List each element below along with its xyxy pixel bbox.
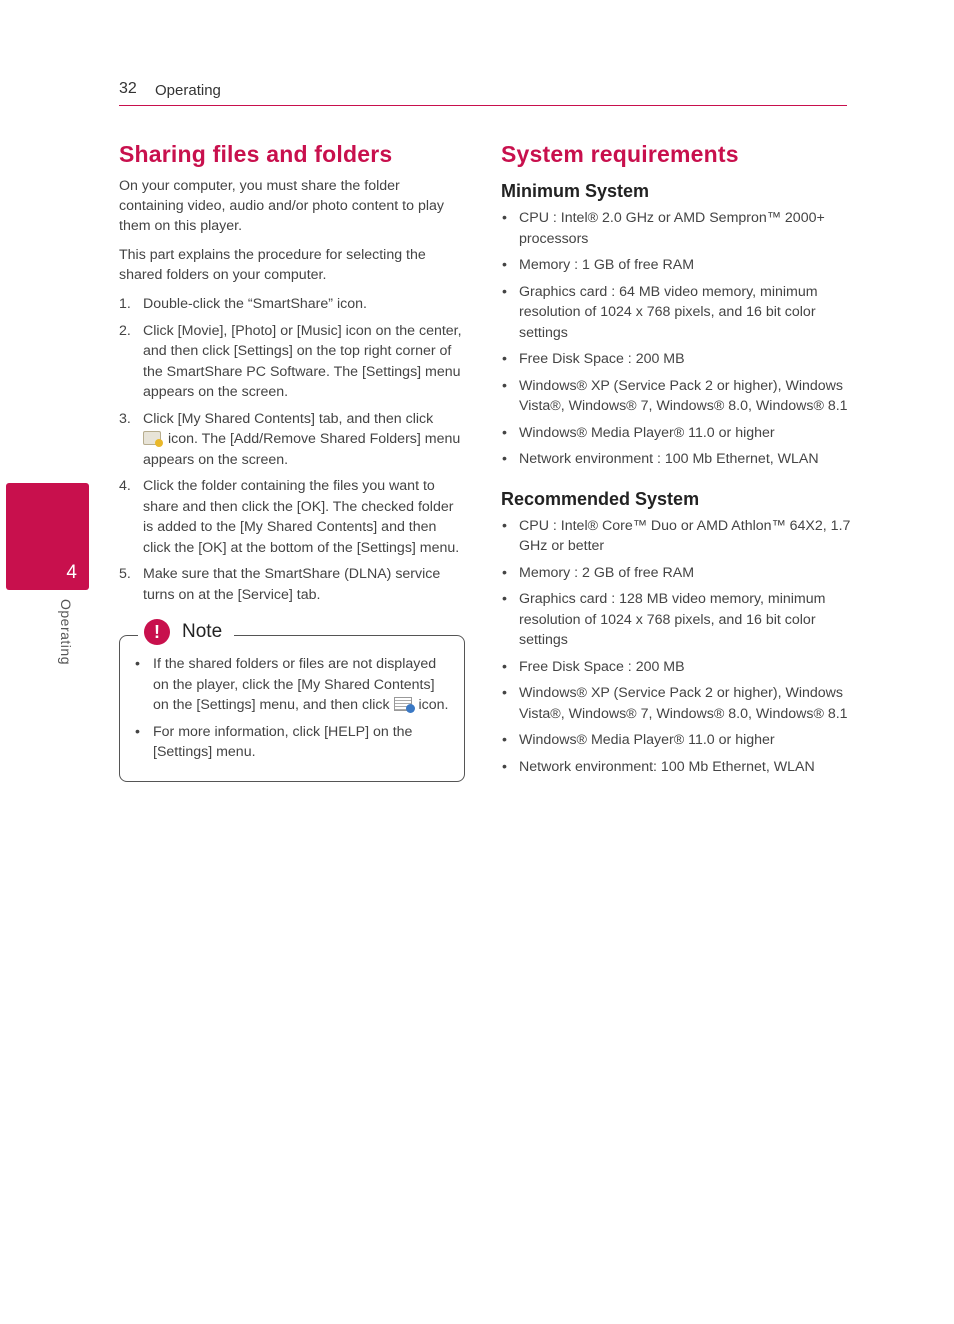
list-item: • Network environment: 100 Mb Ethernet, WLAN <box>501 757 851 778</box>
step-text: Click [Movie], [Photo] or [Music] icon on the center, and then click [Settings] on the top right corner of the SmartShare PC Software. The [Settings] menu appears on the screen. <box>143 322 462 400</box>
sharing-steps <box>119 294 465 605</box>
recommended-system-list <box>501 516 851 778</box>
step-text-after: icon. The [Add/Remove Shared Folders] menu appears on the screen. <box>143 431 461 468</box>
list-item: • Memory : 1 GB of free RAM <box>501 255 851 276</box>
system-requirements-section <box>501 140 851 783</box>
note-text: For more information, click [HELP] on the [Settings] menu. <box>153 723 413 760</box>
header-section-name: Operating <box>155 82 221 99</box>
list-item: • Graphics card : 64 MB video memory, minimum resolution of 1024 x 768 pixels, and 16 bit color settings <box>501 282 851 344</box>
step-text: Click the folder containing the files you want to share and then click the [OK]. The checked folder is added to the [My Shared Contents] and then click the [OK] at the bottom of the [Settings] menu. <box>143 478 460 556</box>
note-title: Note <box>182 621 223 642</box>
note-text-before: If the shared folders or files are not displayed on the player, click the [My Shared Contents] on the [Settings] menu, and then click <box>153 656 437 713</box>
step-text-before: Click [My Shared Contents] tab, and then click <box>143 410 434 427</box>
chapter-label: Operating <box>58 599 74 665</box>
recommended-system-heading: Recommended System <box>501 488 700 509</box>
step-number: 4. <box>119 478 131 494</box>
step-item <box>119 564 465 605</box>
step-text: Make sure that the SmartShare (DLNA) service turns on at the [Service] tab. <box>143 566 441 603</box>
list-item: • Windows® Media Player® 11.0 or higher <box>501 423 851 444</box>
page-number: 32 <box>119 80 137 97</box>
step-number: 2. <box>119 322 131 339</box>
list-item: • Network environment : 100 Mb Ethernet, WLAN <box>501 449 851 470</box>
list-item: • Windows® XP (Service Pack 2 or higher), Windows Vista®, Windows® 7, Windows® 8.0, Windows® 8.1 <box>501 376 851 417</box>
step-text: Double-click the “SmartShare” icon. <box>143 296 367 312</box>
step-item <box>119 294 465 315</box>
list-item: • Memory : 2 GB of free RAM <box>501 563 851 584</box>
list-item: • CPU : Intel® Core™ Duo or AMD Athlon™ 64X2, 1.7 GHz or better <box>501 516 851 557</box>
note-list <box>134 654 450 763</box>
list-item: • Graphics card : 128 MB video memory, minimum resolution of 1024 x 768 pixels, and 16 bit color settings <box>501 589 851 651</box>
minimum-system-heading: Minimum System <box>501 181 650 201</box>
sharing-title: Sharing files and folders <box>119 141 393 167</box>
step-number: 3. <box>119 410 131 427</box>
settings-list-icon <box>394 697 412 711</box>
step-number: 5. <box>119 566 131 582</box>
note-item <box>134 654 450 716</box>
sharing-intro-1: On your computer, you must share the folder containing video, audio and/or photo content to play them on this player. <box>119 178 444 234</box>
chapter-number: 4 <box>66 562 77 583</box>
note-box <box>119 621 465 782</box>
list-item: • Free Disk Space : 200 MB <box>501 349 851 370</box>
list-item: • CPU : Intel® 2.0 GHz or AMD Sempron™ 2000+ processors <box>501 208 851 249</box>
chapter-tab <box>6 483 89 590</box>
sysreq-title: System requirements <box>501 141 739 167</box>
step-item <box>119 409 465 471</box>
list-item: • Windows® Media Player® 11.0 or higher <box>501 730 851 751</box>
sharing-intro-2: This part explains the procedure for selecting the shared folders on your computer. <box>119 247 426 283</box>
minimum-system-list <box>501 208 851 470</box>
note-text-after: icon. <box>418 697 449 713</box>
step-item <box>119 321 465 403</box>
list-item: • Free Disk Space : 200 MB <box>501 657 851 678</box>
step-number: 1. <box>119 296 131 312</box>
step-item <box>119 476 465 558</box>
note-item <box>134 722 450 763</box>
note-header <box>138 619 234 645</box>
sharing-section <box>119 140 465 782</box>
page-header <box>119 80 847 106</box>
shared-folder-icon <box>143 431 161 445</box>
list-item: • Windows® XP (Service Pack 2 or higher), Windows Vista®, Windows® 7, Windows® 8.0, Windows® 8.1 <box>501 683 851 724</box>
exclamation-icon: ! <box>144 619 170 645</box>
